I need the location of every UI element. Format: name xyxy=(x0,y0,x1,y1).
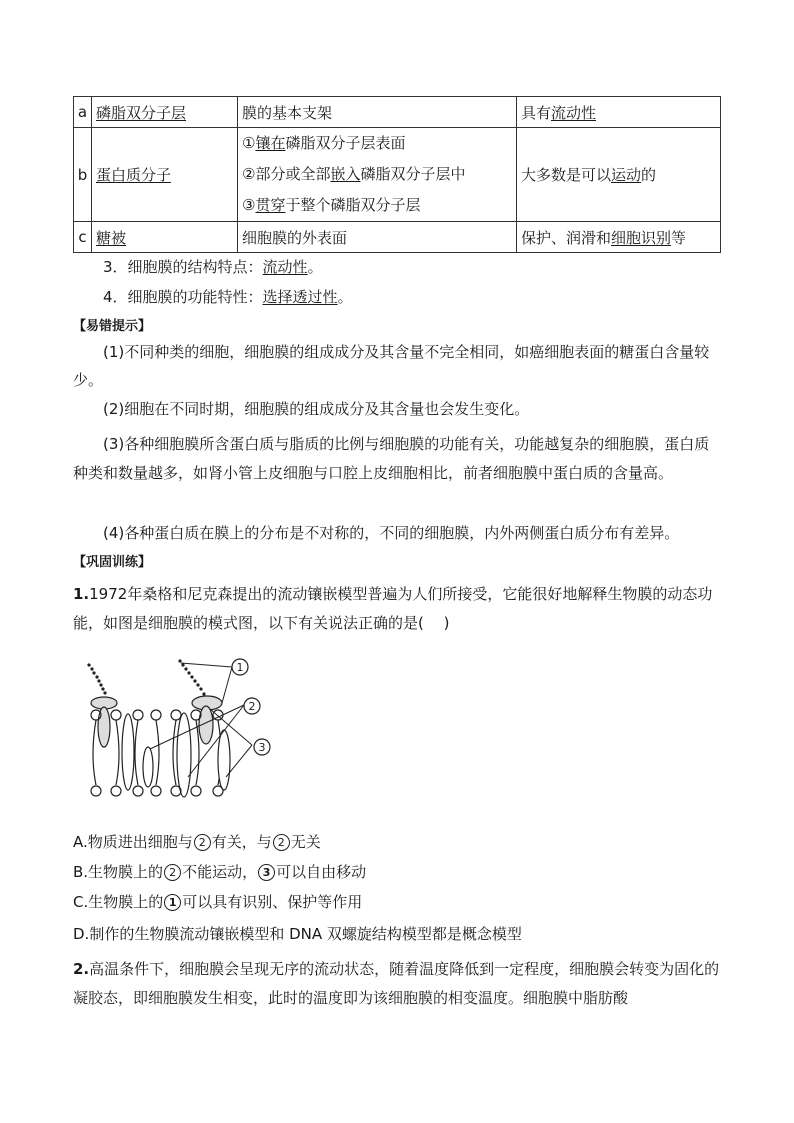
structure-feature-point: 3．细胞膜的结构特点：流动性。 xyxy=(103,258,323,276)
location-item: ①镶在磷脂双分子层表面 xyxy=(242,134,406,152)
question-number: 2. xyxy=(73,960,90,978)
tip-item: (2)细胞在不同时期，细胞膜的组成成分及其含量也会发生变化。 xyxy=(103,400,530,418)
option-d: D.制作的生物膜流动镶嵌模型和 DNA 双螺旋结构模型都是概念模型 xyxy=(73,925,522,943)
lower-phospholipid-heads xyxy=(91,786,223,796)
membrane-components-table xyxy=(73,96,721,253)
table-row xyxy=(74,97,721,128)
row-label: c xyxy=(74,222,92,253)
label-1: 1 xyxy=(236,661,244,674)
component-cell xyxy=(92,128,238,222)
table-row xyxy=(74,128,721,222)
cell-membrane-diagram xyxy=(84,655,294,815)
location-item: ②部分或全部嵌入磷脂双分子层中 xyxy=(242,165,466,183)
feature-cell: 保护、润滑和细胞识别等 xyxy=(517,222,721,253)
tip-item: (3)各种细胞膜所含蛋白质与脂质的比例与细胞膜的功能有关，功能越复杂的细胞膜，蛋白质种类和数量越多，如肾小管上皮细胞与口腔上皮细胞相比，前者细胞膜中蛋白质的含量高。 xyxy=(73,435,710,482)
component-cell xyxy=(92,222,238,253)
tip-item: (4)各种蛋白质在膜上的分布是不对称的，不同的细胞膜，内外两侧蛋白质分布有差异。 xyxy=(103,524,680,542)
tip-item: (1)不同种类的细胞，细胞膜的组成成分及其含量不完全相同，如癌细胞表面的糖蛋白含量较少。 xyxy=(73,343,710,389)
component-name: 糖被 xyxy=(96,228,127,247)
row-label: a xyxy=(74,97,92,128)
option-a: A.物质进出细胞与 2 有关，与 2 无关 xyxy=(73,833,321,851)
option-b: B.生物膜上的 2 不能运动， 3 可以自由移动 xyxy=(73,863,367,881)
practice-heading: 【巩固训练】 xyxy=(73,555,152,570)
sugar-chains xyxy=(87,659,205,695)
question-number: 1. xyxy=(73,585,90,603)
glycoprotein-left xyxy=(91,697,117,747)
component-name: 蛋白质分子 xyxy=(96,166,172,184)
transmembrane-protein xyxy=(177,713,191,797)
location-item: ③贯穿于整个磷脂双分子层 xyxy=(242,196,421,214)
question-1 xyxy=(73,580,721,638)
question-2 xyxy=(73,955,721,1013)
tips-heading: 【易错提示】 xyxy=(73,319,152,334)
location-cell: 膜的基本支架 xyxy=(238,97,517,128)
transmembrane-protein xyxy=(122,714,134,790)
question-stem: 高温条件下，细胞膜会呈现无序的流动状态，随着温度降低到一定程度，细胞膜会转变为固化的凝胶态，即细胞膜发生相变，此时的温度即为该细胞膜的相变温度。细胞膜中脂肪酸 xyxy=(73,960,720,1007)
label-3: 3 xyxy=(258,741,266,754)
feature-cell: 具有流动性 xyxy=(517,97,721,128)
option-c: C.生物膜上的 1 可以具有识别、保护等作用 xyxy=(73,893,363,911)
location-cell: 细胞膜的外表面 xyxy=(238,222,517,253)
row-label: b xyxy=(74,128,92,222)
embedded-protein xyxy=(143,747,153,787)
function-feature-point: 4．细胞膜的功能特性：选择透过性。 xyxy=(103,288,353,306)
feature-cell: 大多数是可以运动的 xyxy=(517,128,721,222)
component-cell xyxy=(92,97,238,128)
label-2: 2 xyxy=(248,700,256,713)
component-name: 磷脂双分子层 xyxy=(96,103,187,122)
question-stem: 1972年桑格和尼克森提出的流动镶嵌模型普遍为人们所接受，它能很好地解释生物膜的动态功能，如图是细胞膜的模式图，以下有关说法正确的是( ) xyxy=(73,585,713,632)
table-row xyxy=(74,222,721,253)
location-cell xyxy=(238,128,517,222)
transmembrane-protein xyxy=(218,730,230,790)
